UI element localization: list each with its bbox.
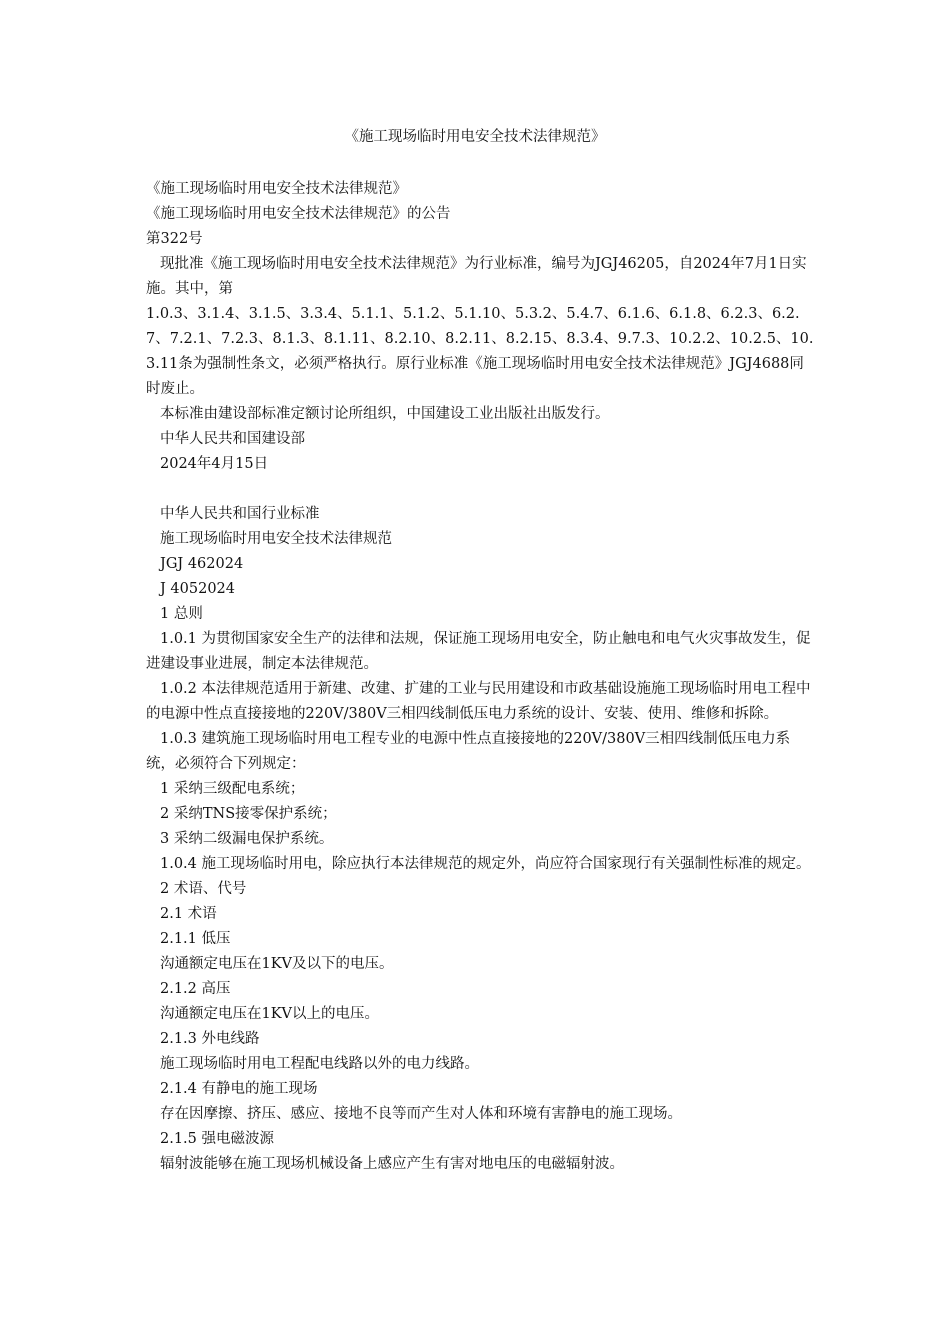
blank-line — [146, 477, 816, 502]
body-paragraph: 本标准由建设部标准定额讨论所组织，中国建设工业出版社出版发行。 — [160, 406, 610, 422]
body-paragraph: 《施工现场临时用电安全技术法律规范》的公告 — [146, 206, 451, 222]
body-paragraph: 辐射波能够在施工现场机械设备上感应产生有害对地电压的电磁辐射波。 — [160, 1156, 624, 1172]
body-paragraph: 沟通额定电压在1KV以上的电压。 — [160, 1006, 380, 1022]
body-paragraph: 2 术语、代号 — [160, 881, 247, 897]
body-paragraph: 沟通额定电压在1KV及以下的电压。 — [160, 956, 394, 972]
body-paragraph: 1 采纳三级配电系统； — [160, 781, 305, 797]
body-paragraph: JGJ 462024 — [160, 556, 244, 572]
body-paragraph: 现批准《施工现场临时用电安全技术法律规范》为行业标准，编号为JGJ46205，自2024年7月1日实施。其中，第 — [146, 256, 807, 297]
body-paragraph: 施工现场临时用电工程配电线路以外的电力线路。 — [160, 1056, 479, 1072]
body-paragraph: 2.1.4 有静电的施工现场 — [160, 1081, 318, 1097]
body-paragraph: 第322号 — [146, 231, 203, 247]
body-paragraph: 2 采纳TNS接零保护系统； — [160, 806, 337, 822]
body-paragraph: 中华人民共和国行业标准 — [160, 506, 320, 522]
body-paragraph: 施工现场临时用电安全技术法律规范 — [160, 531, 392, 547]
document-body — [146, 177, 816, 1177]
body-paragraph: 中华人民共和国建设部 — [160, 431, 305, 447]
body-paragraph: 2.1.5 强电磁波源 — [160, 1131, 275, 1147]
document-title: 《施工现场临时用电安全技术法律规范》 — [344, 129, 606, 145]
body-paragraph: 1.0.3 建筑施工现场临时用电工程专业的电源中性点直接接地的220V/380V三相四线制低压电力系统，必须符合下列规定： — [146, 731, 791, 772]
body-paragraph: 3 采纳二级漏电保护系统。 — [160, 831, 334, 847]
body-paragraph: 1 总则 — [160, 606, 203, 622]
body-paragraph: 1.0.1 为贯彻国家安全生产的法律和法规，保证施工现场用电安全，防止触电和电气火灾事故发生，促进建设事业进展，制定本法律规范。 — [146, 631, 811, 672]
body-paragraph: 2.1.3 外电线路 — [160, 1031, 260, 1047]
body-paragraph: 2.1.2 高压 — [160, 981, 231, 997]
body-paragraph: 1.0.4 施工现场临时用电，除应执行本法律规范的规定外，尚应符合国家现行有关强制性标准的规定。 — [160, 856, 811, 872]
body-paragraph: 《施工现场临时用电安全技术法律规范》 — [146, 181, 407, 197]
body-paragraph: J 4052024 — [160, 581, 235, 597]
body-paragraph: 1.0.3、3.1.4、3.1.5、3.3.4、5.1.1、5.1.2、5.1.10、5.3.2、5.4.7、6.1.6、6.1.8、6.2.3、6.2.7、7.2.1、7.2.3、8.1.3、8.1.11、8.2.10、8.2.11、8.2.15、8.3.4、9.7.3、10.2.2、10.2.5、10.3.11条为强制性条文，必须严格执行。原行业标准《施工现场临时用电安全技术法律规范》JGJ4688同时废止。 — [146, 306, 814, 397]
body-paragraph: 2024年4月15日 — [160, 456, 269, 472]
body-paragraph: 存在因摩擦、挤压、感应、接地不良等而产生对人体和环境有害静电的施工现场。 — [160, 1106, 682, 1122]
body-paragraph: 2.1.1 低压 — [160, 931, 231, 947]
body-paragraph: 1.0.2 本法律规范适用于新建、改建、扩建的工业与民用建设和市政基础设施施工现场临时用电工程中的电源中性点直接接地的220V/380V三相四线制低压电力系统的设计、安装、使用、维修和拆除。 — [146, 681, 811, 722]
body-paragraph: 2.1 术语 — [160, 906, 217, 922]
